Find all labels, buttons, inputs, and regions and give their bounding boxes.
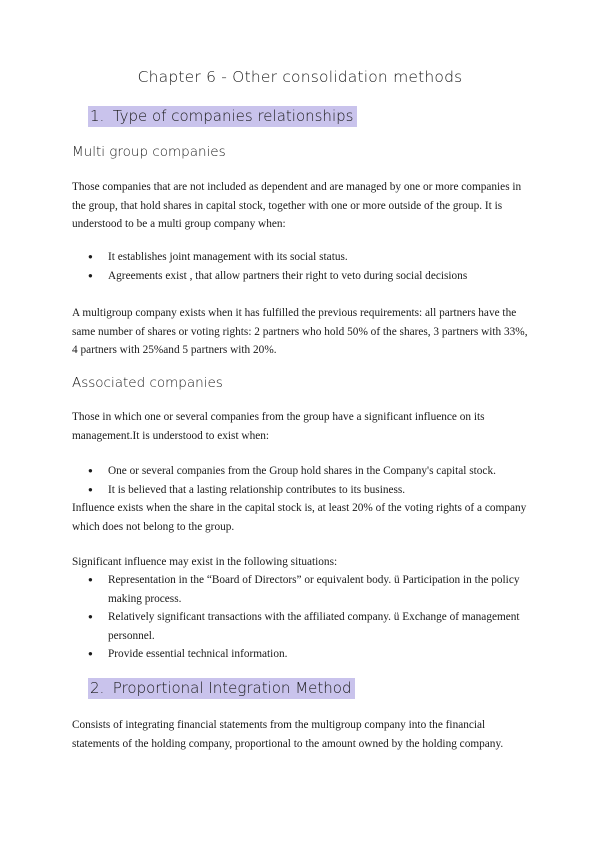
section-1-title: Type of companies relationships <box>112 107 354 125</box>
list-item: ● One or several companies from the Group hold shares in the Company's capital stock. <box>88 462 528 481</box>
section-2-number: 2. <box>90 679 105 697</box>
multi-group-intro: Those companies that are not included as dependent and are managed by one or more companies in the group, that hold shares in capital stock, together with one or more outside of the group. It is understood to be a multi group company when: <box>72 181 522 230</box>
associated-intro: Those in which one or several companies from the group have a significant influence on its management.It is understood to exist when: <box>72 411 485 442</box>
list-item: ● It is believed that a lasting relationship contributes to its business. <box>88 481 528 500</box>
associated-companies-heading: Associated companies <box>72 375 223 391</box>
section-2-heading <box>88 678 355 699</box>
section-2-title: Proportional Integration Method <box>112 679 352 697</box>
chapter-title: Chapter 6 - Other consolidation methods <box>137 68 463 86</box>
associated-conditions-list <box>88 462 528 499</box>
list-item: ● Representation in the “Board of Directors” or equivalent body. ü Participation in the policy making process. <box>88 571 528 608</box>
significant-influence-list <box>88 571 528 664</box>
list-item: ● Relatively significant transactions with the affiliated company. ü Exchange of management personnel. <box>88 608 528 645</box>
multi-group-closing: A multigroup company exists when it has fulfilled the previous requirements: all partners have the same number of shares or voting rights: 2 partners who hold 50% of the shares, 3 partners with 33%, 4 partners with 25%and 5 partners with 20%. <box>72 307 528 356</box>
section-1-number: 1. <box>90 107 105 125</box>
multi-group-conditions-list <box>88 248 528 285</box>
significant-influence-intro: Significant influence may exist in the following situations: <box>72 556 338 568</box>
proportional-integration-body: Consists of integrating financial statements from the multigroup company into the financial statements of the holding company, proportional to the amount owned by the holding company. <box>72 719 504 750</box>
multi-group-heading: Multi group companies <box>72 144 226 160</box>
influence-definition: Influence exists when the share in the capital stock is, at least 20% of the voting rights of a company which does not belong to the group. <box>72 502 527 533</box>
list-item: ● Provide essential technical information. <box>88 645 528 664</box>
section-1-heading <box>88 106 357 127</box>
list-item: ● It establishes joint management with its social status. <box>88 248 528 267</box>
list-item: ● Agreements exist , that allow partners their right to veto during social decisions <box>88 267 528 286</box>
